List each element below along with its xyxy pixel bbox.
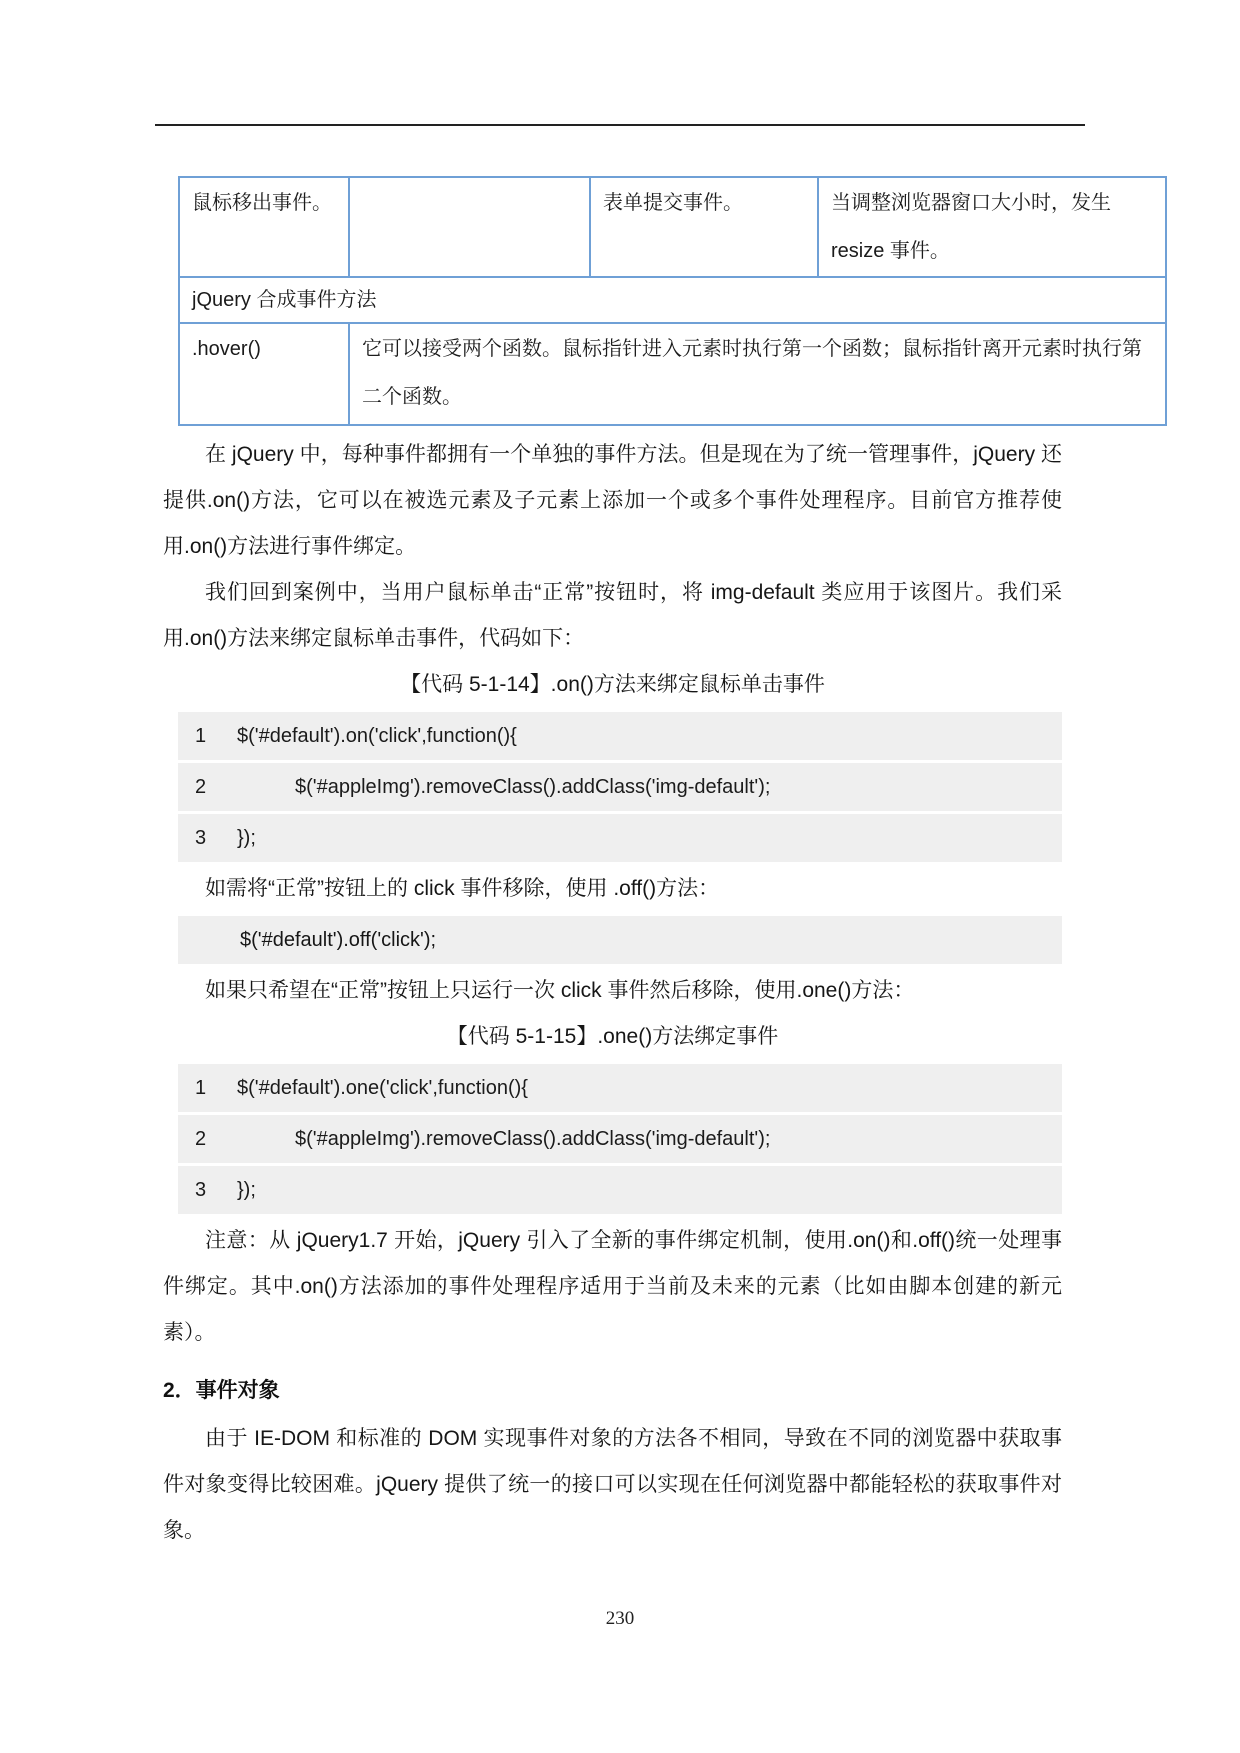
page-content bbox=[163, 176, 1142, 1554]
code-snippet-off: $('#default').off('click'); bbox=[178, 916, 1062, 964]
paragraph-on-method-intro: 在 jQuery 中，每种事件都拥有一个单独的事件方法。但是现在为了统一管理事件，jQuery 还提供.on()方法，它可以在被选元素及子元素上添加一个或多个事件处理程序。目前官方推荐使用.on()方法进行事件绑定。 bbox=[163, 443, 1062, 558]
code-block-on-method bbox=[178, 712, 1062, 862]
code-caption-5-1-14: 【代码 5-1-14】.on()方法来绑定鼠标单击事件 bbox=[400, 673, 825, 696]
code-line-number: 3 bbox=[195, 1178, 207, 1201]
code-line-text: $('#default').one('click',function(){ bbox=[237, 1076, 528, 1099]
code-line-number: 2 bbox=[195, 1127, 207, 1150]
header-rule bbox=[155, 124, 1085, 126]
table-row bbox=[179, 277, 1166, 323]
paragraph-case-intro: 我们回到案例中，当用户鼠标单击“正常”按钮时，将 img-default 类应用于该图片。我们采用.on()方法来绑定鼠标单击事件，代码如下： bbox=[163, 581, 1062, 650]
code-line bbox=[178, 712, 1062, 760]
code-line-text: $('#appleImg').removeClass().addClass('img-default'); bbox=[295, 1127, 771, 1150]
code-line-text: }); bbox=[237, 1178, 256, 1201]
paragraph-one-method: 如果只希望在“正常”按钮上只运行一次 click 事件然后移除，使用.one()方法： bbox=[205, 979, 915, 1002]
code-line bbox=[178, 814, 1062, 862]
section-heading-event-object: 2．事件对象 bbox=[163, 1379, 280, 1402]
page-number: 230 bbox=[605, 1608, 635, 1629]
event-methods-table bbox=[178, 176, 1167, 426]
code-line-number: 2 bbox=[195, 775, 207, 798]
table-cell-empty bbox=[349, 177, 590, 277]
table-cell-submit: 表单提交事件。 bbox=[590, 177, 818, 277]
table-cell-mouseout: 鼠标移出事件。 bbox=[179, 177, 349, 277]
table-cell-hover-description: 它可以接受两个函数。鼠标指针进入元素时执行第一个函数；鼠标指针离开元素时执行第二个函数。 bbox=[349, 323, 1166, 425]
code-line-text: $('#appleImg').removeClass().addClass('img-default'); bbox=[295, 775, 771, 798]
paragraph-event-object-intro: 由于 IE-DOM 和标准的 DOM 实现事件对象的方法各不相同，导致在不同的浏览器中获取事件对象变得比较困难。jQuery 提供了统一的接口可以实现在任何浏览器中都能轻松的获取事件对象。 bbox=[163, 1427, 1062, 1542]
code-line-number: 1 bbox=[195, 1076, 207, 1099]
code-line-text: $('#default').on('click',function(){ bbox=[237, 724, 517, 747]
table-cell-composite-header: jQuery 合成事件方法 bbox=[179, 277, 1166, 323]
table-cell-resize: 当调整浏览器窗口大小时，发生 resize 事件。 bbox=[818, 177, 1166, 277]
paragraph-note-jquery17: 注意：从 jQuery1.7 开始，jQuery 引入了全新的事件绑定机制，使用.on()和.off()统一处理事件绑定。其中.on()方法添加的事件处理程序适用于当前及未来的元素（比如由脚本创建的新元素）。 bbox=[163, 1229, 1062, 1344]
code-line bbox=[178, 1115, 1062, 1163]
code-caption-5-1-15: 【代码 5-1-15】.one()方法绑定事件 bbox=[446, 1025, 779, 1048]
code-line bbox=[178, 1166, 1062, 1214]
code-block-one-method bbox=[178, 1064, 1062, 1214]
paragraph-off-method: 如需将“正常”按钮上的 click 事件移除，使用 .off()方法： bbox=[205, 877, 720, 900]
code-line-number: 1 bbox=[195, 724, 207, 747]
code-line-text: }); bbox=[237, 826, 256, 849]
table-row bbox=[179, 177, 1166, 277]
table-row bbox=[179, 323, 1166, 425]
code-line-number: 3 bbox=[195, 826, 207, 849]
table-cell-hover-method: .hover() bbox=[179, 323, 349, 425]
code-line bbox=[178, 763, 1062, 811]
code-line bbox=[178, 1064, 1062, 1112]
